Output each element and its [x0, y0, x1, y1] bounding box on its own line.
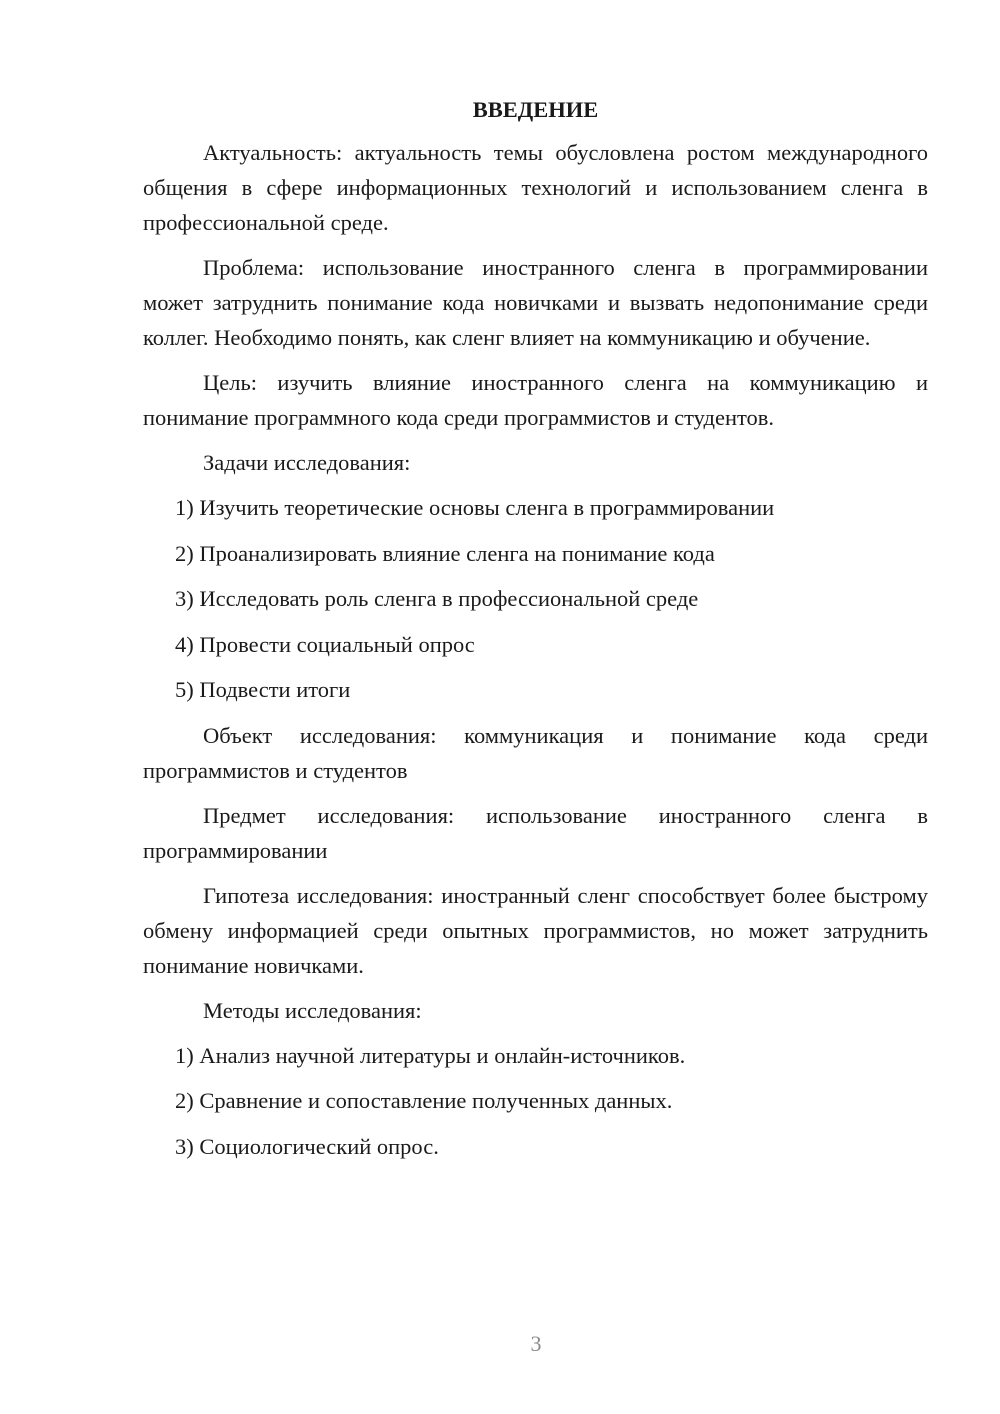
- paragraph-object: Объект исследования: коммуникация и понимание кода среди программистов и студентов: [143, 722, 928, 783]
- paragraph-relevance: Актуальность: актуальность темы обусловлена ростом международного общения в сфере информационных технологий и использованием сленга в профессиональной среде.: [143, 140, 928, 235]
- methods-list: [143, 1038, 928, 1164]
- list-item: 1) Изучить теоретические основы сленга в программировании: [175, 495, 775, 520]
- list-item: 3) Исследовать роль сленга в профессиональной среде: [175, 586, 699, 611]
- paragraph-hypothesis: Гипотеза исследования: иностранный сленг способствует более быстрому обмену информацией среди опытных программистов, но может затруднить понимание новичками.: [143, 882, 928, 978]
- methods-label: Методы исследования:: [203, 997, 422, 1023]
- list-item: 3) Социологический опрос.: [175, 1133, 439, 1159]
- tasks-label: Задачи исследования:: [203, 450, 411, 475]
- list-item: 2) Проанализировать влияние сленга на понимание кода: [175, 540, 715, 566]
- list-item: 4) Провести социальный опрос: [175, 631, 475, 657]
- paragraph-subject: Предмет исследования: использование иностранного сленга в программировании: [143, 802, 928, 863]
- document-page: [143, 92, 928, 1174]
- paragraph-problem: Проблема: использование иностранного сленга в программировании может затруднить понимание кода новичками и вызвать недопонимание среди коллег. Необходимо понять, как сленг влияет на коммуникацию и обучение.: [143, 255, 928, 350]
- list-item: 5) Подвести итоги: [175, 677, 351, 702]
- paragraph-goal: Цель: изучить влияние иностранного сленга на коммуникацию и понимание программного кода среди программистов и студентов.: [143, 370, 928, 430]
- page-number: 3: [530, 1331, 542, 1356]
- tasks-list: [143, 490, 928, 707]
- document-title: ВВЕДЕНИЕ: [472, 97, 599, 122]
- list-item: 1) Анализ научной литературы и онлайн-источников.: [175, 1042, 686, 1068]
- list-item: 2) Сравнение и сопоставление полученных данных.: [175, 1088, 673, 1113]
